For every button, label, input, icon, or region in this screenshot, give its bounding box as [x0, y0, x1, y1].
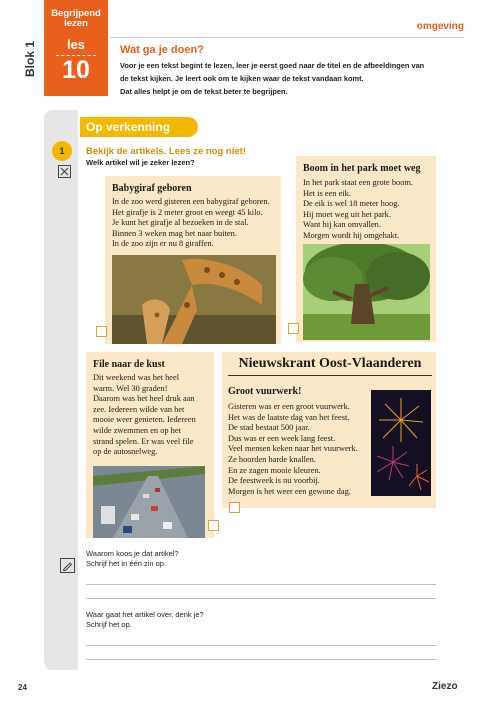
question-2: Waar gaat het artikel over, denk je? Schrijf het op.	[86, 610, 204, 629]
tree-photo	[303, 244, 430, 340]
article-body-tree: In het park staat een grote boom. Het is een eik. De eik is wel 18 meter hoog. Hij moet weg uit het park. Want hij kan omvallen. Morgen wordt hij omgehakt.	[303, 178, 413, 240]
answer-line-1b[interactable]	[86, 598, 436, 599]
choice-checkbox-giraffe[interactable]	[96, 326, 107, 337]
traffic-photo	[93, 466, 205, 538]
fireworks-photo	[371, 390, 431, 496]
choice-checkbox-newspaper[interactable]	[229, 502, 240, 513]
section-title: Op verkenning	[80, 117, 198, 137]
choice-checkbox-tree[interactable]	[288, 323, 299, 334]
block-label: Blok 1	[23, 41, 37, 78]
lesson-tab	[44, 0, 108, 96]
article-title-newspaper: Groot vuurwerk!	[228, 386, 302, 397]
article-title-tree: Boom in het park moet weg	[303, 163, 421, 174]
giraffe-photo	[112, 255, 276, 344]
question-1: Waarom koos je dat artikel? Schrijf het in één zin op.	[86, 549, 179, 568]
article-title-giraffe: Babygiraf geboren	[112, 183, 192, 194]
choice-checkbox-traffic[interactable]	[208, 520, 219, 531]
pencil-icon	[60, 558, 75, 573]
header-rule	[110, 37, 464, 38]
article-body-giraffe: In de zoo werd gisteren een babygiraf geboren. Het girafje is 2 meter groot en weegt 45 kilo. Je kunt het girafje al bezoeken in de stal. Binnen 3 weken mag het naar buiten. In de zoo zijn er nu 8 giraffen.	[112, 197, 270, 249]
intro-title: Wat ga je doen?	[120, 44, 204, 56]
answer-line-2b[interactable]	[86, 659, 436, 660]
page-number: 24	[18, 683, 27, 692]
lesson-number: 10	[62, 56, 90, 84]
answer-line-2a[interactable]	[86, 645, 436, 646]
publisher-logo: Ziezo	[432, 681, 458, 692]
newspaper-masthead: Nieuwskrant Oost-Vlaanderen	[228, 356, 432, 376]
lesson-label: les	[66, 37, 86, 52]
step-title: Bekijk de artikels. Lees ze nog niet!	[86, 146, 246, 157]
article-title-traffic: File naar de kust	[93, 359, 165, 370]
topic-label: omgeving	[416, 21, 464, 32]
answer-line-1a[interactable]	[86, 584, 436, 585]
step-subtitle: Welk artikel wil je zeker lezen?	[86, 158, 195, 167]
lesson-category: Begrijpend lezen	[51, 8, 101, 29]
step-number: 1	[52, 141, 72, 161]
intro-text: Voor je een tekst begint te lezen, leer je eerst goed naar de titel en de afbeeldingen van de tekst kijken. Je leert ook om te kijken waar de tekst vandaan komt. Dat alles helpt je om de tekst beter te begrijpen.	[120, 61, 425, 96]
article-body-traffic: Dit weekend was het heel warm. Wel 30 graden! Daarom was het heel druk aan zee. Iedereen wilde van het mooie weer genieten. Iedereen wilde zwemmen en op het strand spelen. Er was veel file op de autosnelweg.	[93, 373, 196, 457]
cross-box-icon	[58, 165, 71, 178]
article-body-newspaper: Gisteren was er een groot vuurwerk. Het was de laatste dag van het feest. De stad bestaat 500 jaar. Dus was er een week lang feest. Veel mensen keken naar het vuurwerk. Ze hoorden harde knallen. En ze zagen mooie kleuren. De feestweek is nu voorbij. Morgen is het weer een gewone dag.	[228, 402, 358, 496]
